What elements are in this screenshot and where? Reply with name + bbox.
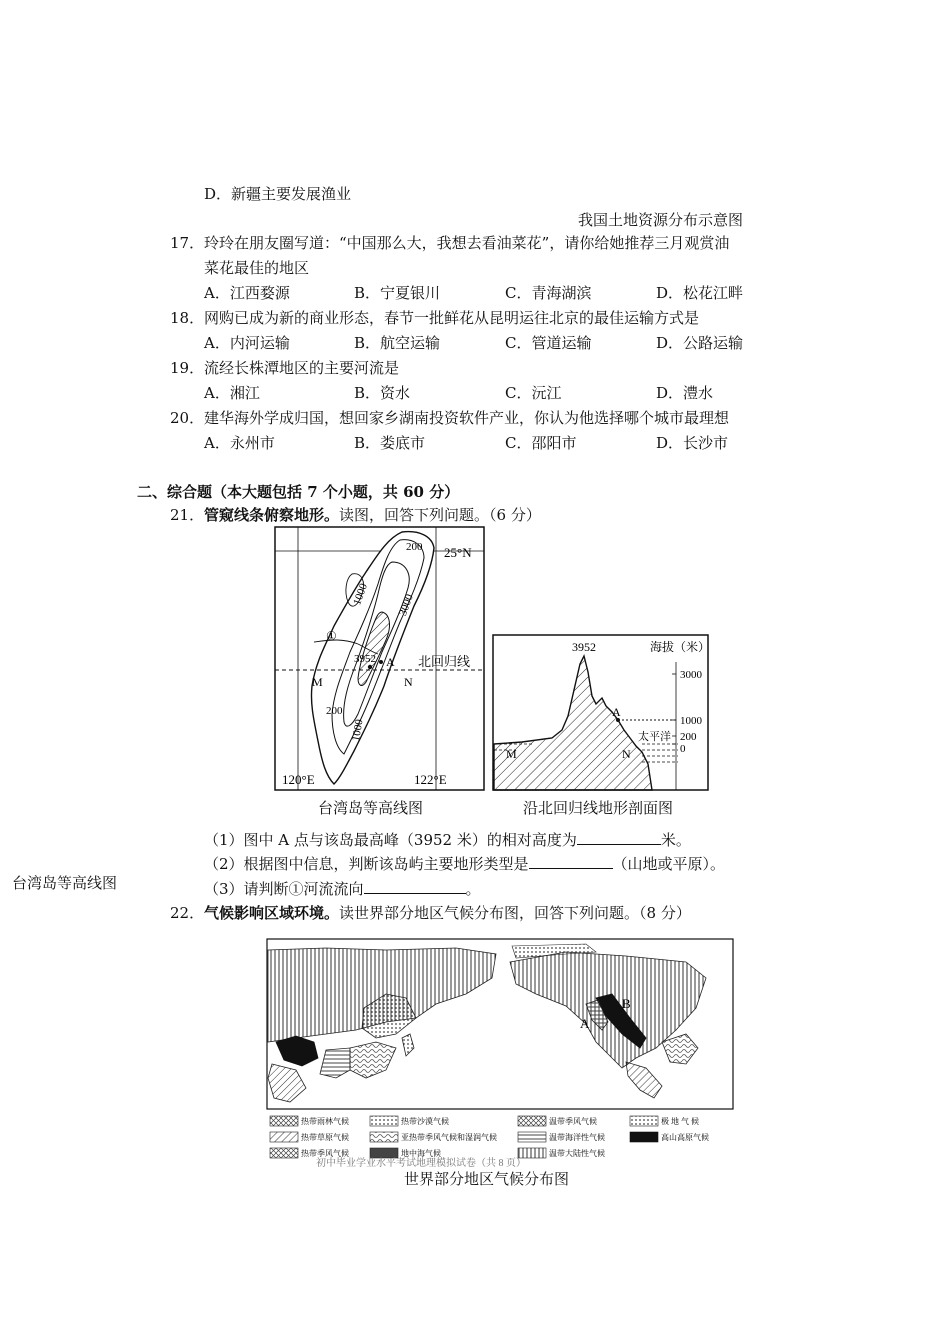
q21-sub2 (204, 853, 725, 874)
legend-temperate-monsoon: 温带季风气候 (549, 1117, 597, 1126)
q17-option-d: D．松花江畔 (656, 284, 744, 302)
q20-option-c: C．邵阳市 (505, 434, 577, 452)
q22-title-bold: 气候影响区域环境。 (204, 904, 340, 922)
profile-ocean-label: 太平洋 (638, 730, 671, 743)
terrain-profile-caption: 沿北回归线地形剖面图 (523, 799, 674, 817)
legend-subtropical-monsoon: 亚热带季风气候和湿润气候 (401, 1133, 497, 1142)
legend-temperate-maritime: 温带海洋性气候 (549, 1133, 605, 1142)
q17-number: 17． (170, 234, 205, 252)
q17-stem-line1: 玲玲在朋友圈写道：“中国那么大，我想去看油菜花”，请你给她推荐三月观赏油 (204, 234, 730, 252)
q21-sub3-text: （3）请判断①河流流向 (204, 880, 364, 898)
q19-option-a: A．湘江 (204, 384, 260, 402)
contour-label-200-north: 200 (406, 541, 423, 553)
profile-point-m: M (506, 747, 517, 761)
profile-tick-200: 200 (680, 731, 697, 743)
taiwan-map-caption: 台湾岛等高线图 (318, 799, 424, 817)
q21-sub2-answer-blank[interactable] (529, 853, 613, 869)
taiwan-contour-map (274, 526, 486, 792)
contour-label-1000-west: 1000 (351, 581, 370, 607)
q19-option-d: D．澧水 (656, 384, 714, 402)
terrain-profile-chart (492, 634, 710, 792)
q21-sub3 (204, 878, 481, 899)
legend-temperate-continental: 温带大陆性气候 (549, 1149, 605, 1158)
q20-option-b: B．娄底市 (354, 434, 426, 452)
q17-stem-line2: 菜花最佳的地区 (204, 259, 310, 277)
legend-highland: 高山高原气候 (661, 1133, 709, 1142)
legend-tropical-savanna: 热带草原气候 (301, 1133, 349, 1142)
q21-title (204, 505, 541, 525)
climate-legend (270, 1116, 709, 1158)
section2-heading: 二、综合题（本大题包括 7 个小题，共 60 分） (137, 483, 460, 501)
q18-stem: 网购已成为新的商业形态，春节一批鲜花从昆明运往北京的最佳运输方式是 (204, 309, 700, 327)
q21-sub1-answer-blank[interactable] (577, 829, 661, 845)
figure-caption-land-resources: 我国土地资源分布示意图 (578, 211, 744, 229)
q18-option-c: C．管道运输 (505, 334, 592, 352)
q18-option-d: D．公路运输 (656, 334, 744, 352)
legend-tropical-desert: 热带沙漠气候 (401, 1117, 449, 1126)
profile-y-axis-label: 海拔（米） (650, 640, 710, 654)
climate-point-b: B (622, 996, 631, 1011)
q19-stem: 流经长株潭地区的主要河流是 (204, 359, 400, 377)
contour-label-200-south: 200 (326, 705, 343, 717)
longitude-label-122: 122°E (414, 772, 447, 787)
q18-option-b: B．航空运输 (354, 334, 441, 352)
q17-option-c: C．青海湖滨 (505, 284, 592, 302)
legend-mediterranean: 地中海气候 (401, 1149, 441, 1158)
world-climate-caption: 世界部分地区气候分布图 (404, 1170, 570, 1188)
legend-tropical-rainforest: 热带雨林气候 (301, 1117, 349, 1126)
peak-label: 3952 (354, 653, 376, 665)
q22-number: 22． (170, 904, 205, 922)
q21-sub3-answer-blank[interactable] (364, 878, 466, 894)
q17-option-a: A．江西婺源 (204, 284, 290, 302)
tropic-label: 北回归线 (418, 654, 471, 669)
q20-option-a: A．永州市 (204, 434, 275, 452)
latitude-label: 25°N (444, 545, 472, 560)
contour-label-3000: 3000 (397, 592, 416, 618)
q20-stem: 建华海外学成归国，想回家乡湖南投资软件产业，你认为他选择哪个城市最理想 (204, 409, 730, 427)
q16-option-d: D．新疆主要发展渔业 (204, 185, 352, 203)
q21-sub1-suffix: 米。 (660, 831, 691, 849)
profile-tick-1000: 1000 (680, 715, 702, 727)
q22-title (204, 903, 691, 923)
q21-sub1 (204, 829, 691, 850)
contour-label-1000-south: 1000 (349, 718, 366, 743)
q17-option-b: B．宁夏银川 (354, 284, 441, 302)
q21-title-bold: 管窥线条俯察地形。 (204, 506, 340, 524)
river-label: ① (326, 629, 337, 643)
q19-number: 19． (170, 359, 205, 377)
side-caption-taiwan: 台湾岛等高线图 (12, 874, 118, 892)
world-climate-map (266, 938, 734, 1168)
q21-sub2-suffix: （山地或平原）。 (612, 855, 726, 873)
q21-title-rest: 读图，回答下列问题。（6 分） (339, 506, 541, 524)
overlapping-footer-text: 初中毕业学业水平考试地理模拟试卷（共 8 页） (316, 1158, 526, 1168)
q20-number: 20． (170, 409, 205, 427)
q20-option-d: D．长沙市 (656, 434, 729, 452)
longitude-label-120: 120°E (282, 772, 315, 787)
point-a-label: A (386, 655, 395, 669)
q21-sub3-suffix: 。 (465, 880, 481, 898)
q21-sub1-text: （1）图中 A 点与该岛最高峰（3952 米）的相对高度为 (204, 831, 577, 849)
point-n-label: N (404, 675, 413, 689)
q19-option-c: C．沅江 (505, 384, 562, 402)
q18-option-a: A．内河运输 (204, 334, 290, 352)
profile-point-a: A (612, 705, 621, 719)
profile-point-n: N (622, 747, 631, 761)
legend-tropical-monsoon: 热带季风气候 (301, 1149, 349, 1158)
climate-point-a: A (580, 1016, 590, 1031)
q19-option-b: B．资水 (354, 384, 411, 402)
q18-number: 18． (170, 309, 205, 327)
point-m-label: M (312, 675, 323, 689)
q22-title-rest: 读世界部分地区气候分布图，回答下列问题。（8 分） (339, 904, 691, 922)
q21-sub2-text: （2）根据图中信息，判断该岛屿主要地形类型是 (204, 855, 529, 873)
profile-tick-0: 0 (680, 743, 686, 755)
q21-number: 21． (170, 506, 205, 524)
profile-tick-3000: 3000 (680, 669, 702, 681)
profile-peak-label: 3952 (572, 640, 596, 654)
legend-polar: 极 地 气 候 (661, 1117, 699, 1126)
